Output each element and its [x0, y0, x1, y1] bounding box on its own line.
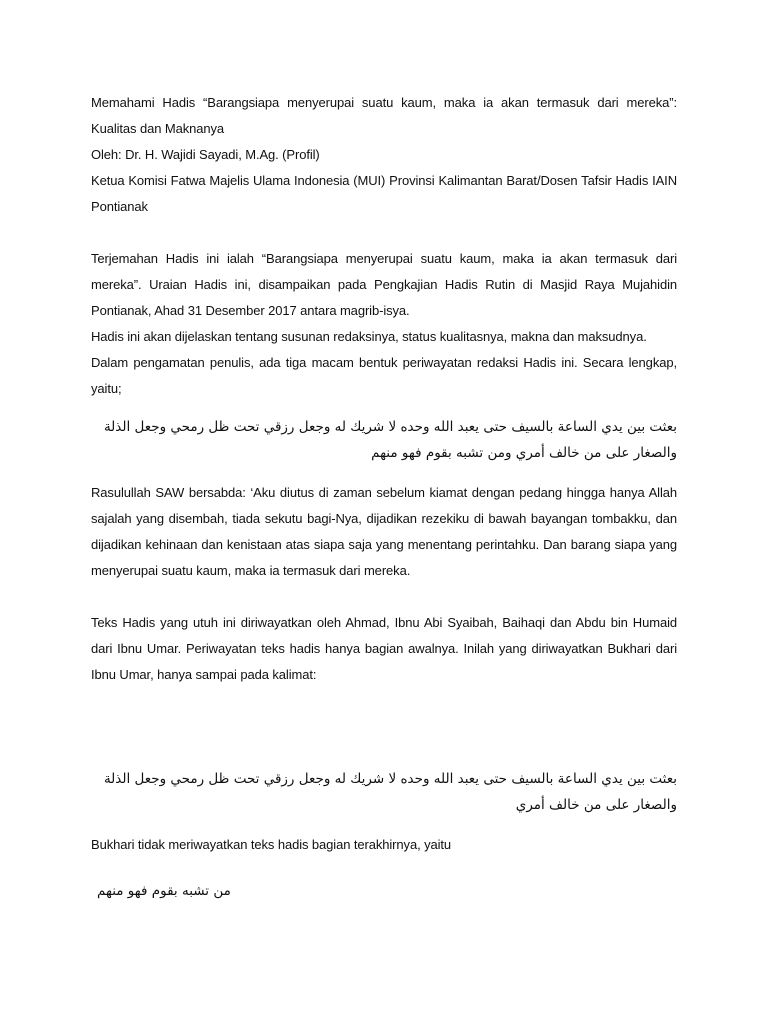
spacer — [91, 402, 677, 414]
intro-paragraph: Terjemahan Hadis ini ialah “Barangsiapa menyerupai suatu kaum, maka ia akan termasuk dari mereka”. Uraian Hadis ini, disampaikan pada Pengkajian Hadis Rutin di Masjid Raya Mujahidin Pontianak, Ahad 31 Desember 2017 antara magrib-isya. — [91, 251, 677, 318]
spacer — [91, 858, 677, 878]
arabic-full-hadith: بعثت بين يدي الساعة بالسيف حتى يعبد الله وحده لا شريك له وجعل رزقي تحت ظل رمحي وجعل الذلة والصغار على من خالف أمري ومن تشبه بقوم فهو منهم — [103, 419, 677, 461]
narrators-paragraph: Teks Hadis yang utuh ini diriwayatkan oleh Ahmad, Ibnu Abi Syaibah, Baihaqi dan Abdu bin Humaid dari Ibnu Umar. Periwayatan teks hadis hanya bagian awalnya. Inilah yang diriwayatkan Bukhari dari Ibnu Umar, hanya sampai pada kalimat: — [91, 615, 677, 682]
spacer — [91, 818, 677, 832]
translation-paragraph: Rasulullah SAW bersabda: ‘Aku diutus di zaman sebelum kiamat dengan pedang hingga hanya Allah sajalah yang disembah, tiada sekutu bagi-Nya, dijadikan rezekiku di bawah bayangan tombakku, dan dijadikan kehinaan dan kenistaan atas siapa saja yang menentang perintahku. Dan barang siapa yang menyerupai suatu kaum, maka ia termasuk dari mereka. — [91, 485, 677, 578]
document-page — [91, 90, 677, 904]
arabic-bukhari-hadith: بعثت بين يدي الساعة بالسيف حتى يعبد الله وحده لا شريك له وجعل رزقي تحت ظل رمحي وجعل الذلة والصغار على من خالف أمري — [103, 771, 677, 813]
document-title: Memahami Hadis “Barangsiapa menyerupai suatu kaum, maka ia akan termasuk dari mereka”: Kualitas dan Maknanya — [91, 95, 677, 136]
author-line: Oleh: Dr. H. Wajidi Sayadi, M.Ag. (Profil) — [91, 147, 320, 162]
blank-line — [91, 220, 677, 246]
bukhari-note: Bukhari tidak meriwayatkan teks hadis bagian terakhirnya, yaitu — [91, 837, 452, 852]
spacer — [91, 466, 677, 480]
observation-paragraph: Dalam pengamatan penulis, ada tiga macam bentuk periwayatan redaksi Hadis ini. Secara lengkap, yaitu; — [91, 355, 677, 396]
blank-line — [91, 584, 677, 610]
author-affiliation: Ketua Komisi Fatwa Majelis Ulama Indonesia (MUI) Provinsi Kalimantan Barat/Dosen Tafsir Hadis IAIN Pontianak — [91, 173, 677, 214]
blank-space — [91, 688, 677, 766]
explanation-scope: Hadis ini akan dijelaskan tentang susunan redaksinya, status kualitasnya, makna dan maksudnya. — [91, 329, 647, 344]
arabic-last-phrase: من تشبه بقوم فهو منهم — [97, 883, 231, 899]
